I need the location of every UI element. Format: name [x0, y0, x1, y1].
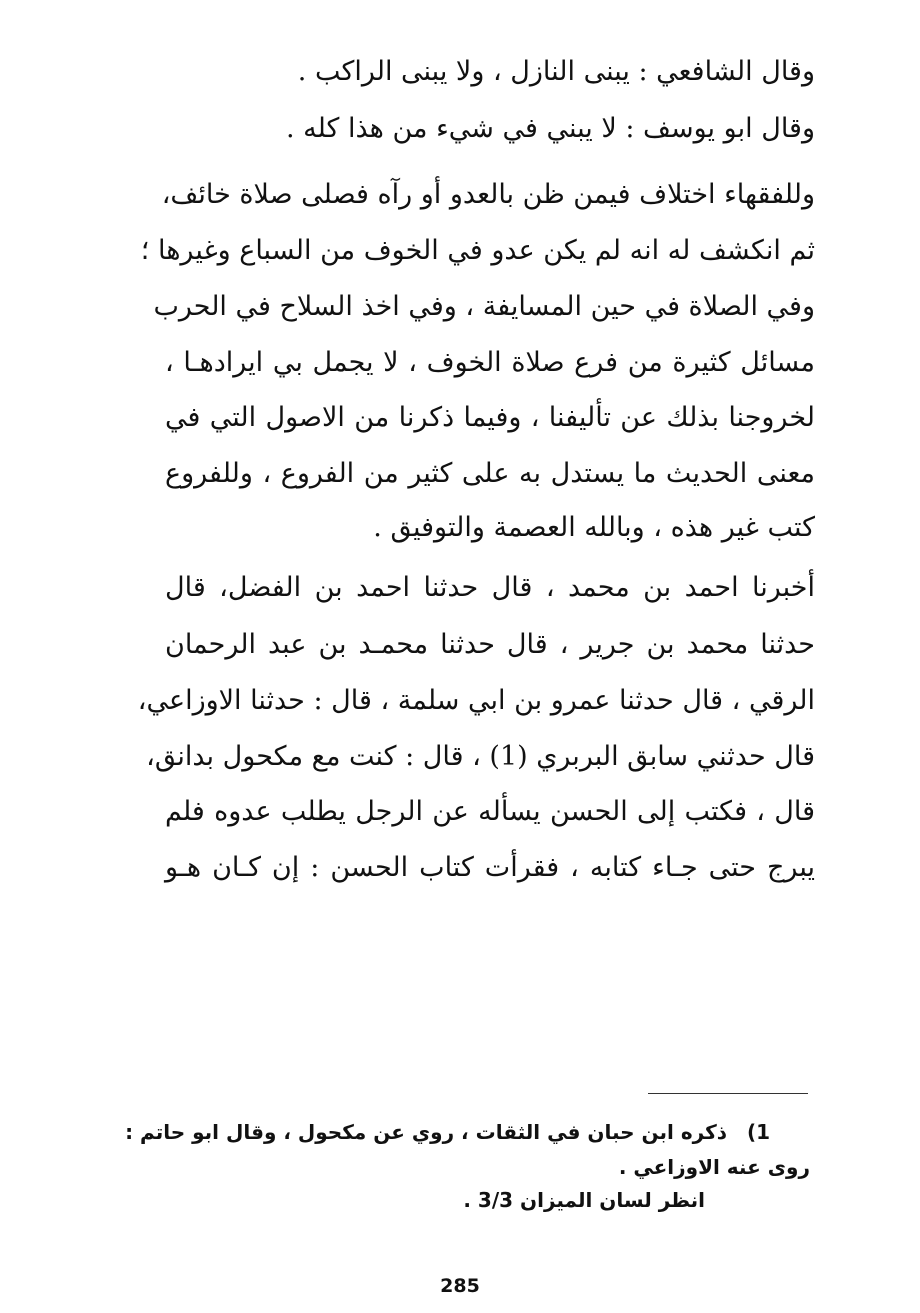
- text-line: وفي الصلاة في حين المسايفة ، وفي اخذ السلاح في الحرب: [153, 291, 815, 322]
- text-line: ثم انكشف له انه لم يكن عدو في الخوف من السباع وغيرها ؛: [140, 235, 815, 266]
- text-line: وقال الشافعي : يبنى النازل ، ولا يبنى الراكب .: [297, 56, 815, 87]
- footnote-number: 1): [746, 1120, 770, 1144]
- footnote-line: انظر لسان الميزان 3/3 .: [463, 1188, 705, 1212]
- text-line: لخروجنا بذلك عن تأليفنا ، وفيما ذكرنا من الاصول التي في: [165, 402, 815, 433]
- text-line: مسائل كثيرة من فرع صلاة الخوف ، لا يجمل بي ايرادهـا ،: [165, 347, 815, 378]
- text-line: معنى الحديث ما يستدل به على كثير من الفروع ، وللفروع: [165, 458, 815, 489]
- text-line: كتب غير هذه ، وبالله العصمة والتوفيق .: [373, 512, 815, 543]
- text-line: قال ، فكتب إلى الحسن يسأله عن الرجل يطلب عدوه فلم: [165, 796, 815, 827]
- text-line: الرقي ، قال حدثنا عمرو بن ابي سلمة ، قال : حدثنا الاوزاعي،: [137, 685, 815, 716]
- text-line: وللفقهاء اختلاف فيمن ظن بالعدو أو رآه فصلى صلاة خائف،: [161, 179, 815, 210]
- footnote-separator: [648, 1093, 808, 1094]
- text-line: وقال ابو يوسف : لا يبني في شيء من هذا كله .: [285, 113, 815, 144]
- footnote-line: روى عنه الاوزاعي .: [618, 1155, 810, 1179]
- text-line: حدثنا محمد بن جرير ، قال حدثنا محمـد بن عبد الرحمان: [165, 629, 815, 660]
- page-number: 285: [440, 1275, 480, 1297]
- text-line: يبرج حتى جـاء كتابه ، فقرأت كتاب الحسن : إن كـان هـو: [165, 852, 815, 883]
- footnote-line: ذكره ابن حبان في الثقات ، روي عن مكحول ، وقال ابو حاتم :: [125, 1120, 727, 1144]
- text-line: أخبرنا احمد بن محمد ، قال حدثنا احمد بن الفضل، قال: [165, 572, 815, 603]
- text-line: قال حدثني سابق البربري (1) ، قال : كنت مع مكحول بدانق،: [146, 741, 815, 772]
